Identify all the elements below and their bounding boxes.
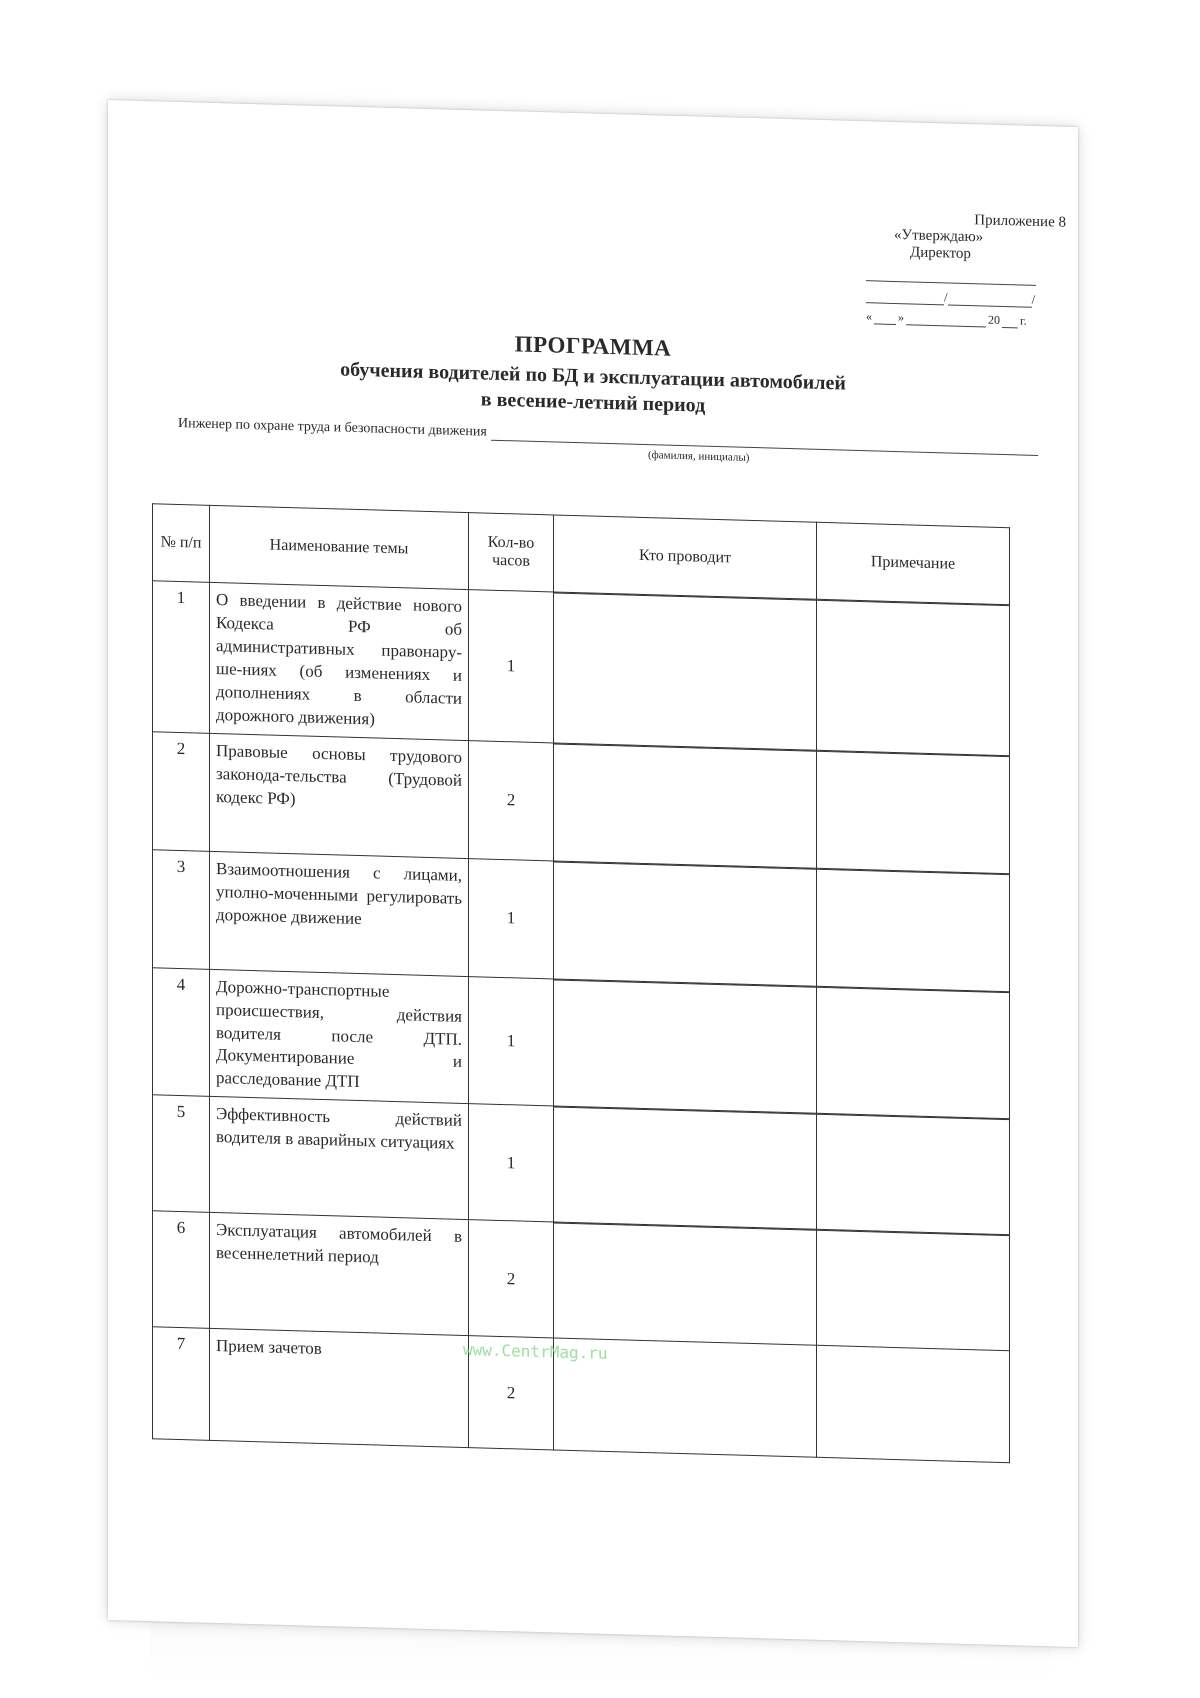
document-title: ПРОГРАММА (514, 331, 672, 361)
row-topic: Дорожно-транспортные происшествия, действия водителя после ДТП. Документирование и расследование ДТП (210, 969, 469, 1104)
row-topic: Взаимоотношения с лицами, уполно-моченными регулировать дорожное движение (210, 851, 469, 976)
row-who-cell (554, 979, 817, 1114)
header-note: Примечание (817, 522, 1010, 604)
row-hours: 1 (469, 858, 554, 978)
row-note-cell (817, 750, 1010, 873)
header-topic: Наименование темы (210, 505, 469, 589)
approved-label: «Утверждаю» (894, 226, 984, 246)
watermark-text: www.CentrMag.ru (463, 1339, 608, 1363)
row-topic: Прием зачетов (210, 1329, 469, 1448)
row-hours: 1 (469, 1104, 554, 1222)
program-table (152, 503, 1010, 1463)
director-label: Директор (910, 244, 971, 263)
row-hours: 1 (469, 976, 554, 1106)
row-topic: О введении в действие нового Кодекса РФ об административных правонару-ше-ниях (об изменениях и дополнениях в области дорожного движения) (210, 582, 469, 740)
row-note-cell (817, 1346, 1010, 1463)
row-note-cell (817, 1114, 1010, 1235)
engineer-label: Инженер по охране труда и безопасности движения (178, 415, 487, 440)
row-hours: 2 (469, 1336, 554, 1450)
row-hours: 2 (469, 1220, 554, 1338)
row-note-cell (817, 868, 1010, 991)
row-num: 1 (153, 581, 210, 733)
document-subtitle-line2: в весение-летний период (480, 388, 706, 417)
appendix-label: Приложение 8 (974, 212, 1066, 231)
row-note-cell (817, 986, 1010, 1119)
document-page (108, 100, 1078, 1647)
row-note-cell (817, 1230, 1010, 1351)
row-num: 6 (153, 1211, 210, 1329)
header-who: Кто проводит (554, 515, 817, 599)
approval-block (856, 209, 1066, 330)
year-suffix: г. (1020, 313, 1027, 328)
signature-line (866, 280, 1036, 286)
row-who-cell (554, 743, 817, 868)
row-num: 3 (153, 849, 210, 969)
row-hours: 2 (469, 740, 554, 860)
row-num: 4 (153, 967, 210, 1096)
table-row (153, 581, 1010, 756)
date-open-quote: « (866, 309, 872, 324)
table-row (153, 967, 1010, 1119)
header-num: № п/п (153, 504, 210, 583)
document-subtitle-line1: обучения водителей по БД и эксплуатации автомобилей (340, 358, 846, 395)
row-who-cell (554, 1106, 817, 1229)
row-topic: Эффективность действий водителя в аварийных ситуациях (210, 1097, 469, 1220)
year-prefix: 20 (988, 312, 1000, 327)
row-topic: Эксплуатация автомобилей в весеннелетний период (210, 1213, 469, 1336)
row-num: 7 (153, 1327, 210, 1441)
row-who-cell (554, 861, 817, 986)
row-hours: 1 (469, 590, 554, 743)
engineer-fill-line (491, 426, 1038, 456)
approval-date-line (866, 309, 1066, 330)
row-num: 5 (153, 1095, 210, 1213)
date-close-quote: » (898, 310, 904, 325)
row-note-cell (817, 599, 1010, 755)
row-num: 2 (153, 731, 210, 851)
row-who-cell (554, 1222, 817, 1345)
row-topic: Правовые основы трудового законода-тельства (Трудовой кодекс РФ) (210, 733, 469, 858)
engineer-note: (фамилия, инициалы) (648, 449, 750, 464)
row-who-cell (554, 592, 817, 750)
header-hours: Кол-во часов (469, 513, 554, 592)
signature-name-line: / / (866, 287, 1036, 308)
